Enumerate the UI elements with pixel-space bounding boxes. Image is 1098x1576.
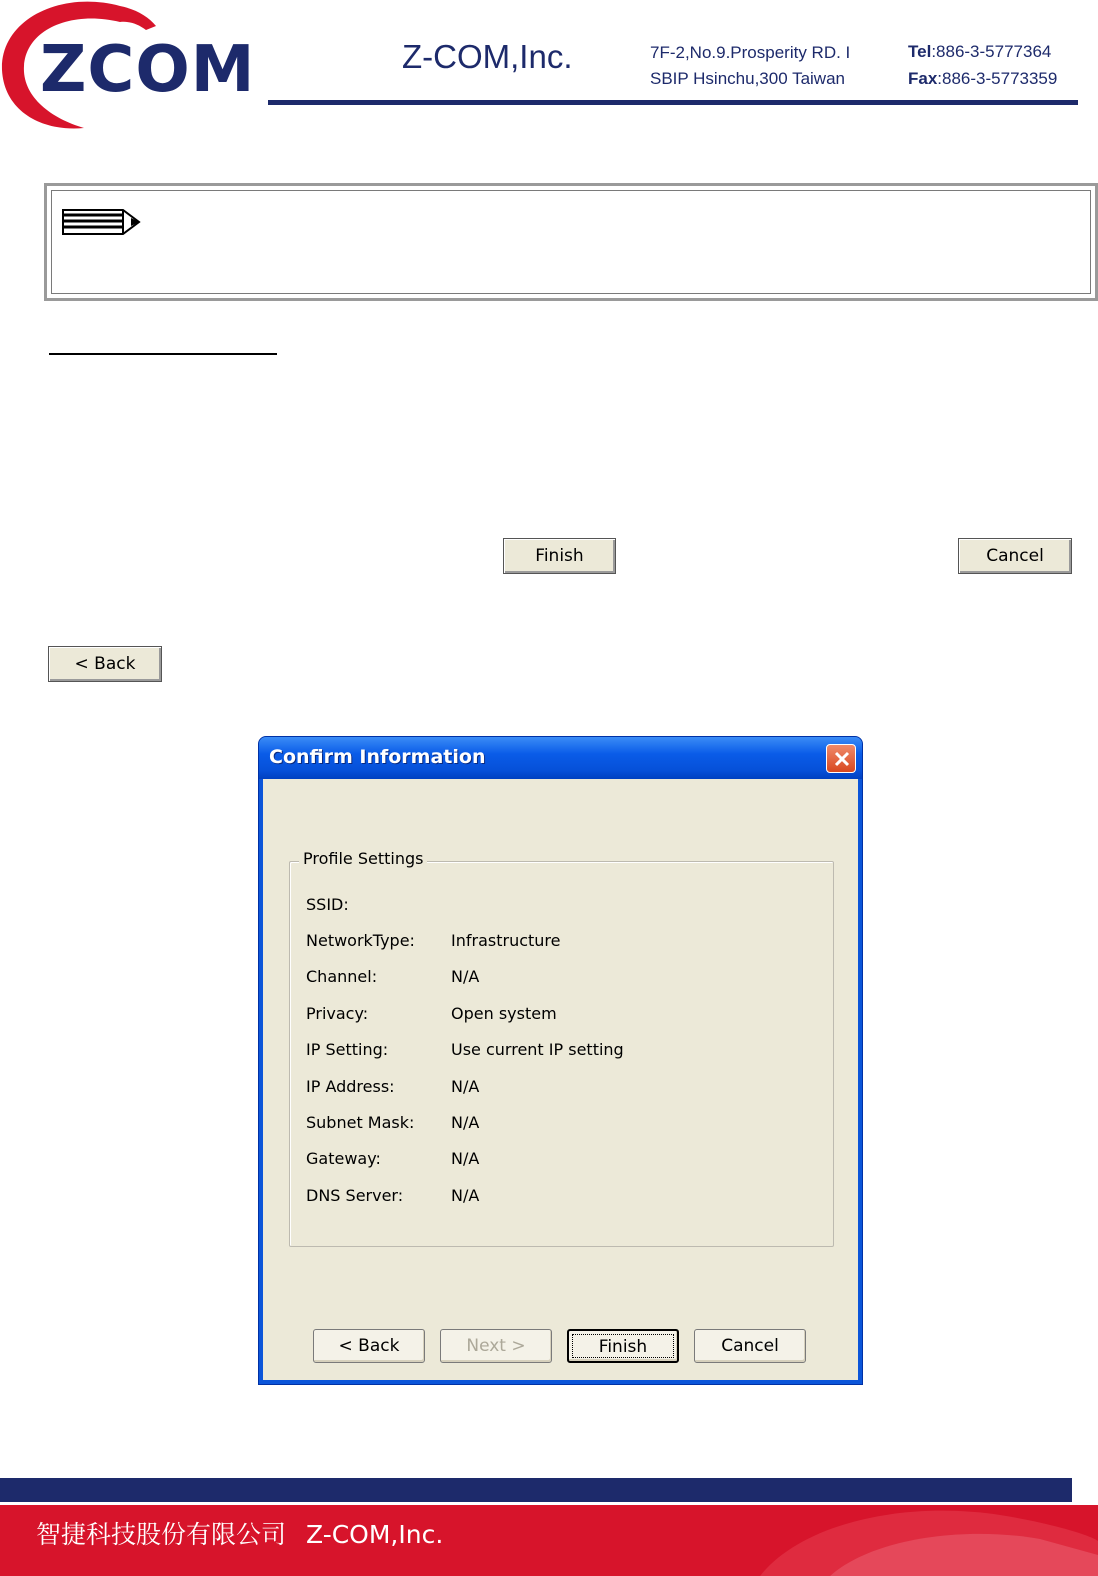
fax-label: Fax (908, 69, 938, 88)
dns-server-label: DNS Server: (306, 1186, 404, 1205)
ip-setting-value: Use current IP setting (451, 1040, 624, 1059)
privacy-label: Privacy: (306, 1004, 369, 1023)
network-type-label: NetworkType: (306, 931, 415, 950)
section-underline (49, 353, 277, 355)
dialog-title: Confirm Information (269, 746, 486, 768)
dialog-next-button: Next > (440, 1329, 552, 1363)
tel-label: Tel (908, 42, 932, 61)
note-box-inner (51, 190, 1091, 294)
channel-label: Channel: (306, 967, 378, 986)
header-rule (268, 100, 1078, 105)
dialog-cancel-button[interactable]: Cancel (694, 1329, 806, 1363)
note-box (44, 183, 1098, 301)
gateway-value: N/A (451, 1149, 480, 1168)
address-line-2: SBIP Hsinchu,300 Taiwan (650, 69, 845, 88)
close-icon (833, 750, 851, 768)
confirm-information-dialog (258, 736, 863, 1385)
fax-value: :886-3-5773359 (937, 69, 1058, 88)
company-name: Z-COM,Inc. (402, 38, 573, 75)
logo-text: ZCOM (40, 33, 256, 107)
dialog-finish-label: Finish (572, 1334, 674, 1358)
dialog-titlebar (259, 737, 862, 779)
address-line-1: 7F-2,No.9.Prosperity RD. I (650, 43, 851, 62)
ip-setting-label: IP Setting: (306, 1040, 389, 1059)
profile-settings-label: Profile Settings (299, 851, 427, 867)
network-type-value: Infrastructure (451, 931, 561, 950)
privacy-value: Open system (451, 1004, 557, 1023)
footer-chinese-name: 智捷科技股份有限公司 (36, 1520, 287, 1549)
dialog-back-button[interactable]: < Back (313, 1329, 425, 1363)
tel-value: :886-3-5777364 (931, 42, 1052, 61)
dialog-finish-button[interactable] (567, 1329, 679, 1363)
footer-english-name: Z-COM,Inc. (306, 1520, 444, 1549)
subnet-mask-value: N/A (451, 1113, 480, 1132)
footer-company (36, 1522, 443, 1547)
company-address (650, 40, 850, 92)
back-button[interactable]: < Back (48, 646, 162, 682)
ip-address-label: IP Address: (306, 1077, 395, 1096)
company-contact (908, 38, 1057, 92)
zcom-logo (0, 0, 270, 130)
finish-button[interactable]: Finish (503, 538, 616, 574)
gateway-label: Gateway: (306, 1149, 381, 1168)
dialog-close-button[interactable] (826, 744, 856, 773)
dialog-body (263, 779, 858, 1380)
ip-address-value: N/A (451, 1077, 480, 1096)
subnet-mask-label: Subnet Mask: (306, 1113, 415, 1132)
pencil-note-icon (61, 206, 141, 238)
ssid-label: SSID: (306, 895, 349, 914)
channel-value: N/A (451, 967, 480, 986)
cancel-button[interactable]: Cancel (958, 538, 1072, 574)
profile-settings-group (289, 849, 834, 1247)
footer-navy-band (0, 1478, 1072, 1502)
dns-server-value: N/A (451, 1186, 480, 1205)
